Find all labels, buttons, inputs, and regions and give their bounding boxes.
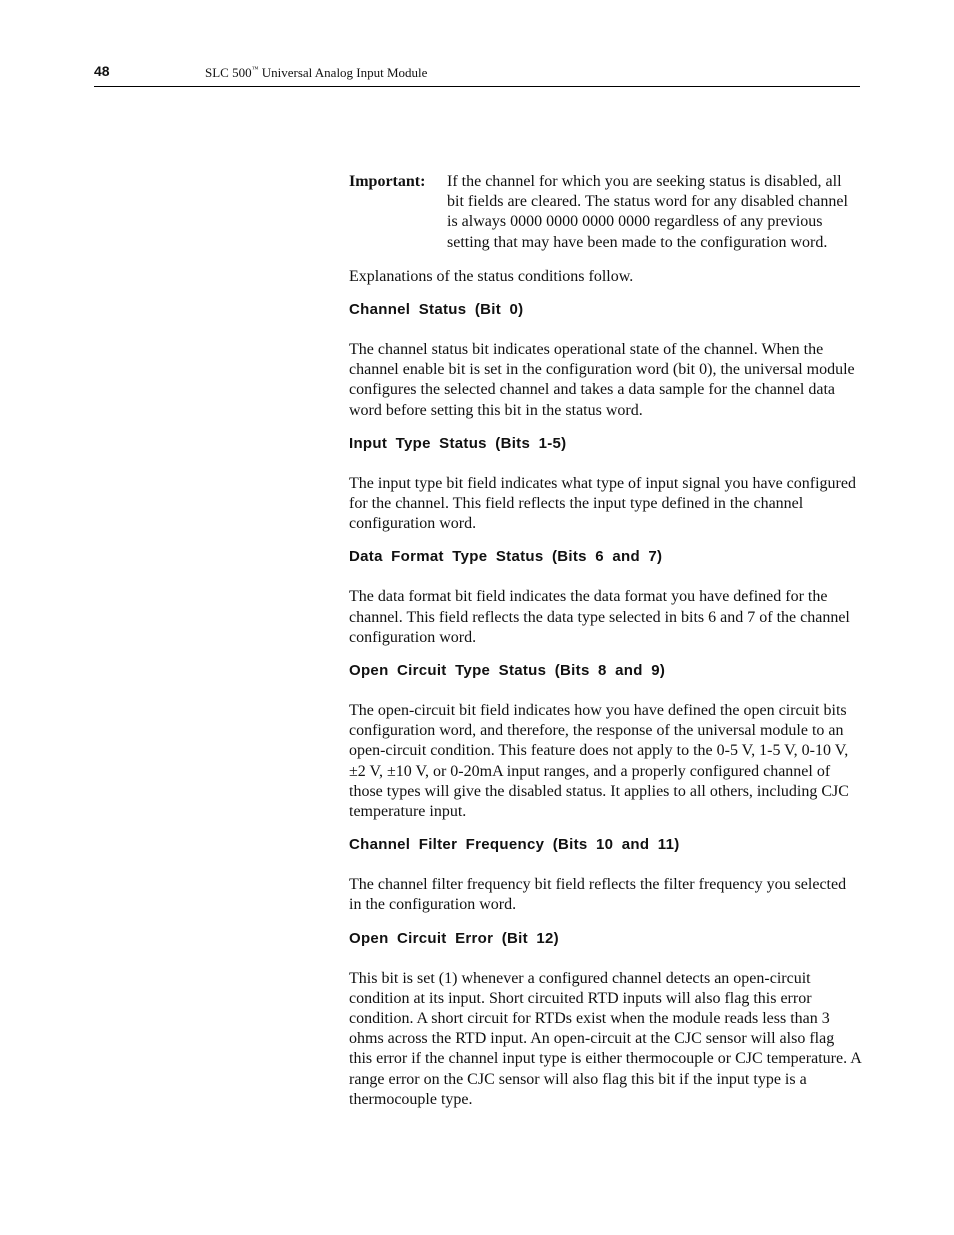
section-heading-channel-filter-frequency: Channel Filter Frequency (Bits 10 and 11): [349, 836, 680, 854]
section-body-input-type-status: The input type bit field indicates what type of input signal you have configured for the channel. This field reflects the input type defined in the channel configuration word.: [349, 474, 856, 533]
important-text: If the channel for which you are seeking status is disabled, all bit fields are cleared. The status word for any disabled channel is always 0000 0000 0000 0000 regardless of any previous setting that may have been made to the configuration word.: [447, 173, 848, 251]
running-title-prefix: SLC 500: [205, 65, 252, 80]
section-heading-data-format-type-status: Data Format Type Status (Bits 6 and 7): [349, 548, 663, 566]
intro-paragraph: Explanations of the status conditions follow.: [349, 267, 634, 285]
main-content: [349, 172, 861, 1123]
section-heading-open-circuit-type-status: Open Circuit Type Status (Bits 8 and 9): [349, 662, 666, 680]
important-label: Important:: [349, 173, 426, 190]
page-header: [94, 62, 860, 87]
section-body-open-circuit-error: This bit is set (1) whenever a configured channel detects an open-circuit condition at its input. Short circuited RTD inputs will also flag this error condition. A short circuit for RTDs exist when the module reads less than 3 ohms across the RTD input. An open-circuit at the CJC sensor will also flag this error if the channel input type is either thermocouple or CJC temperature. A range error on the CJC sensor will also flag this bit if the input type is a thermocouple type.: [349, 969, 861, 1108]
section-heading-input-type-status: Input Type Status (Bits 1-5): [349, 434, 567, 452]
section-heading-channel-status: Channel Status (Bit 0): [349, 301, 524, 319]
section-body-channel-status: The channel status bit indicates operational state of the channel. When the channel enable bit is set in the configuration word (bit 0), the universal module configures the selected channel and takes a data sample for the channel data word before setting this bit in the status word.: [349, 341, 855, 419]
running-title-suffix: Universal Analog Input Module: [258, 65, 428, 80]
running-title: [205, 65, 427, 81]
trademark-symbol: ™: [251, 65, 259, 73]
section-body-channel-filter-frequency: The channel filter frequency bit field reflects the filter frequency you selected in the configuration word.: [349, 876, 847, 914]
section-body-data-format-type-status: The data format bit field indicates the data format you have defined for the channel. This field reflects the data type selected in bits 6 and 7 of the channel configuration word.: [349, 588, 850, 646]
section-heading-open-circuit-error: Open Circuit Error (Bit 12): [349, 929, 559, 947]
section-body-open-circuit-type-status: The open-circuit bit field indicates how you have defined the open circuit bits configuration word, and therefore, the response of the universal module to an open-circuit condition. This feature does not apply to the 0-5 V, 1-5 V, 0-10 V, ±2 V, ±10 V, or 0-20mA input ranges, and a properly configured channel of those types will give the disabled status. It applies to all others, including CJC temperature input.: [349, 702, 849, 821]
page-number: 48: [94, 63, 110, 79]
important-note: [349, 172, 861, 253]
